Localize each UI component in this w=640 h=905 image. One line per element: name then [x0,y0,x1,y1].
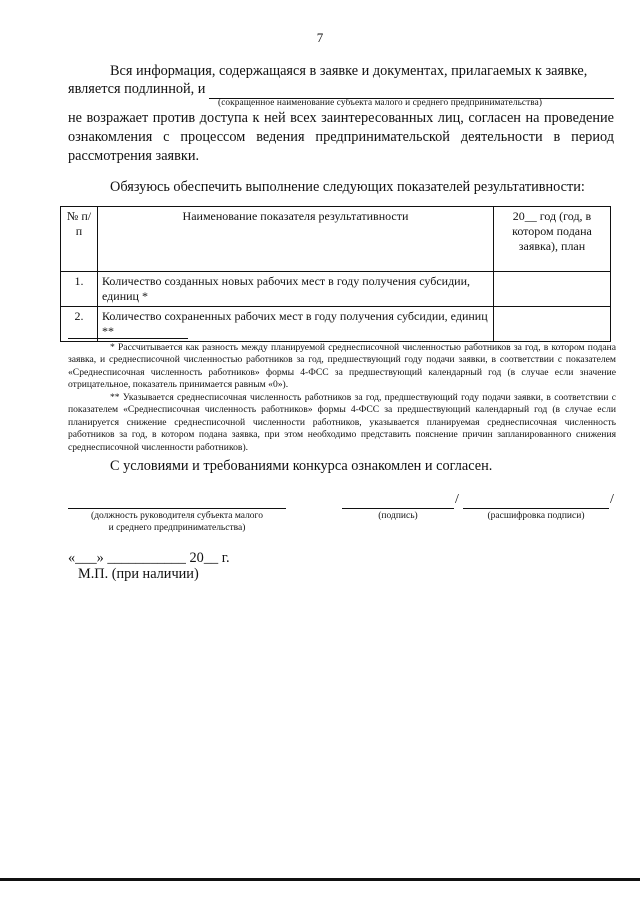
stamp-place: М.П. (при наличии) [78,566,199,582]
date-line: «___» ___________ 20__ г. [68,550,230,566]
table-row [61,272,611,307]
intro-line-1: Вся информация, содержащаяся в заявке и документах, прилагаемых к заявке, [110,63,588,79]
row-1-num: 1. [61,272,98,307]
slash-1: / [455,492,459,507]
row-2-plan [494,307,611,342]
footnote-1 [68,342,616,392]
entity-name-caption: (сокращенное наименование субъекта малого и среднего предпринимательства) [218,98,543,108]
header-num: № п/п [61,207,98,272]
slash-2: / [610,492,614,507]
footnote-2 [68,392,616,454]
page-number: 7 [316,30,324,45]
decode-caption: (расшифровка подписи) [487,511,585,521]
position-caption: (должность руководителя субъекта малого и среднего предпринимательства) [91,511,263,533]
row-2-name: Количество сохраненных рабочих мест в году получения субсидии, единиц ** [98,307,494,342]
agreement-statement: С условиями и требованиями конкурса ознакомлен и согласен. [110,458,493,474]
signature-line [342,508,454,509]
position-line [68,508,286,509]
intro-continuation: не возражает против доступа к ней всех заинтересованных лиц, согласен на проведение ознакомления с процессом ведения предпринимательской деятельности в период рассмотрения заявки. [68,110,614,164]
table-row [61,307,611,342]
entity-name-blank [209,84,614,99]
row-1-plan [494,272,611,307]
header-plan: 20__ год (год, в котором подана заявка), план [494,207,611,272]
footnote-1-text: * Рассчитывается как разность между планируемой среднесписочной численностью работников за год, в котором подана заявка, и среднесписочной численностью работников за год, предшествующий году подачи заявки, в соответствии с показателем «Среднесписочная численность работников» формы 4-ФСС за предшествующий календарный год (в случае если значение отрицательное, показатель принимается равным «0»). [68,342,616,391]
commitment-text: Обязуюсь обеспечить выполнение следующих показателей результативности: [110,179,585,195]
row-1-name: Количество созданных новых рабочих мест в году получения субсидии, единиц * [98,272,494,307]
bottom-border [0,878,640,881]
footnote-separator [68,338,188,339]
decode-line [463,508,609,509]
indicators-table [60,206,611,342]
intro-line-2-prefix: является подлинной, и [68,81,206,97]
header-name: Наименование показателя результативности [98,207,494,272]
row-2-num: 2. [61,307,98,342]
footnote-2-text: ** Указывается среднесписочная численность работников за год, предшествующий году подачи заявки, в соответствии с показателем «Среднесписочная численность работников» формы 4-ФСС за предшествующий календарный год (в случае если планируется снижение среднесписочной численности работников, указывается планируемая среднесписочная численность работников за год, в котором подана заявка, при этом необходимо представить пояснение причин запланированного снижения среднесписочной численности работников). [68,392,616,453]
table-header-row [61,207,611,272]
signature-caption: (подпись) [378,511,418,521]
intro-line-2 [68,80,614,99]
